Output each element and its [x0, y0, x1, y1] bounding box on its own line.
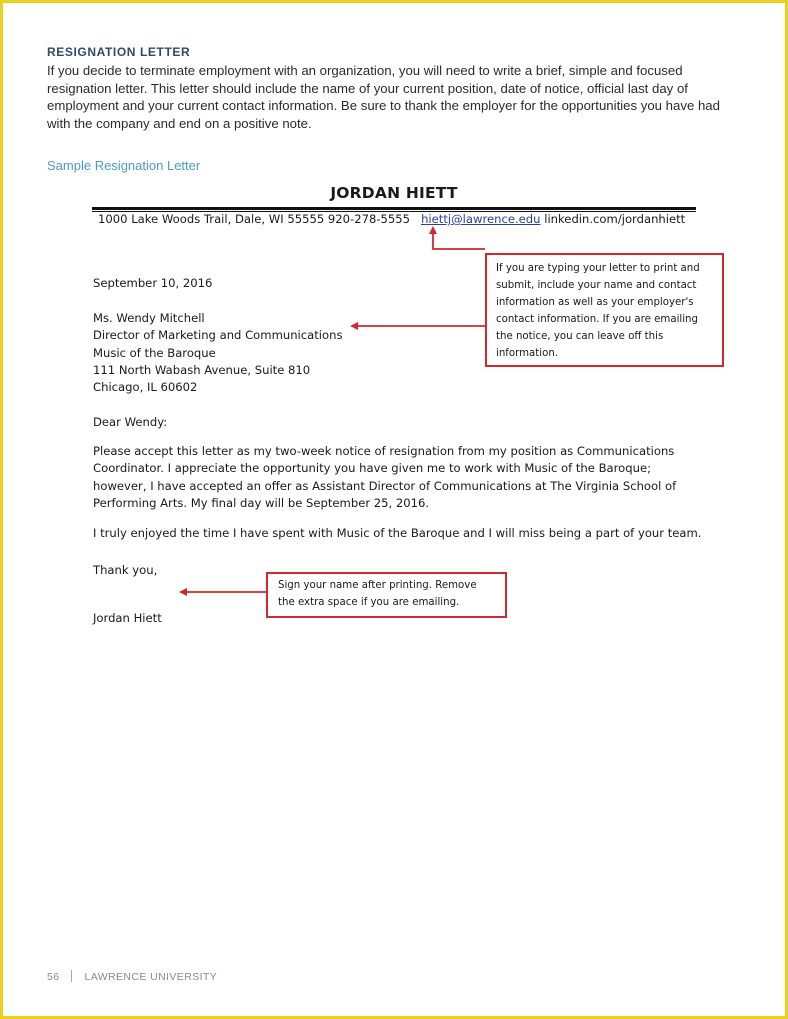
- callout-line: information.: [496, 348, 559, 359]
- letter-signature: Jordan Hiett: [93, 611, 162, 625]
- letter-closing: Thank you,: [93, 563, 158, 577]
- recipient-street: 111 North Wabash Avenue, Suite 810: [93, 362, 311, 377]
- letter-paragraph-2: I truly enjoyed the time I have spent with Music of the Baroque and I will miss being a part of your team.: [93, 526, 702, 540]
- paragraph-1-line: Please accept this letter as my two-week notice of resignation from my position as Communications: [93, 444, 675, 458]
- contact-email-link[interactable]: hiettj@lawrence.edu: [421, 212, 541, 226]
- callout-line: contact information. If you are emailing: [496, 314, 698, 325]
- arrow-to-contact-line: [433, 228, 485, 249]
- callout-line: Sign your name after printing. Remove: [278, 580, 477, 591]
- recipient-organization: Music of the Baroque: [93, 345, 216, 360]
- recipient-title: Director of Marketing and Communications: [93, 328, 343, 343]
- section-heading: RESIGNATION LETTER: [47, 45, 191, 59]
- recipient-name: Ms. Wendy Mitchell: [93, 311, 205, 325]
- callout-line: information as well as your employer's: [496, 297, 694, 308]
- footer-publisher: LAWRENCE UNIVERSITY: [84, 971, 218, 983]
- paragraph-1-line: Performing Arts. My final day will be September 25, 2016.: [93, 495, 430, 510]
- callout-line: the extra space if you are emailing.: [278, 597, 460, 608]
- footer-divider: [71, 970, 72, 982]
- callout-line: submit, include your name and contact: [496, 280, 697, 291]
- contact-address-phone: 1000 Lake Woods Trail, Dale, WI 55555 920-278-5555: [98, 212, 411, 226]
- contact-linkedin: linkedin.com/jordanhiett: [544, 212, 686, 226]
- callout-line: the notice, you can leave off this: [496, 331, 664, 342]
- letter-date: September 10, 2016: [93, 276, 213, 290]
- intro-paragraph: If you decide to terminate employment with an organization, you will need to write a brief, simple and focused resignation letter. This letter should include the name of your current position, date of notice, official last day of employment and your current contact information. Be sure to thank the employer for the opportunities you have had with the company and end on a positive note.: [47, 63, 720, 131]
- page-number: 56: [47, 971, 60, 983]
- paragraph-1-line: Coordinator. I appreciate the opportunity you have given me to work with Music of the Baroque;: [93, 461, 652, 476]
- recipient-city: Chicago, IL 60602: [93, 380, 198, 395]
- sample-heading: Sample Resignation Letter: [47, 158, 201, 173]
- letter-greeting: Dear Wendy:: [93, 415, 168, 429]
- callout-line: If you are typing your letter to print and: [496, 263, 700, 274]
- letter-name-title: JORDAN HIETT: [330, 184, 458, 202]
- page-footer: [47, 970, 217, 983]
- paragraph-1-line: however, I have accepted an offer as Assistant Director of Communications at The Virginia School of: [93, 478, 677, 493]
